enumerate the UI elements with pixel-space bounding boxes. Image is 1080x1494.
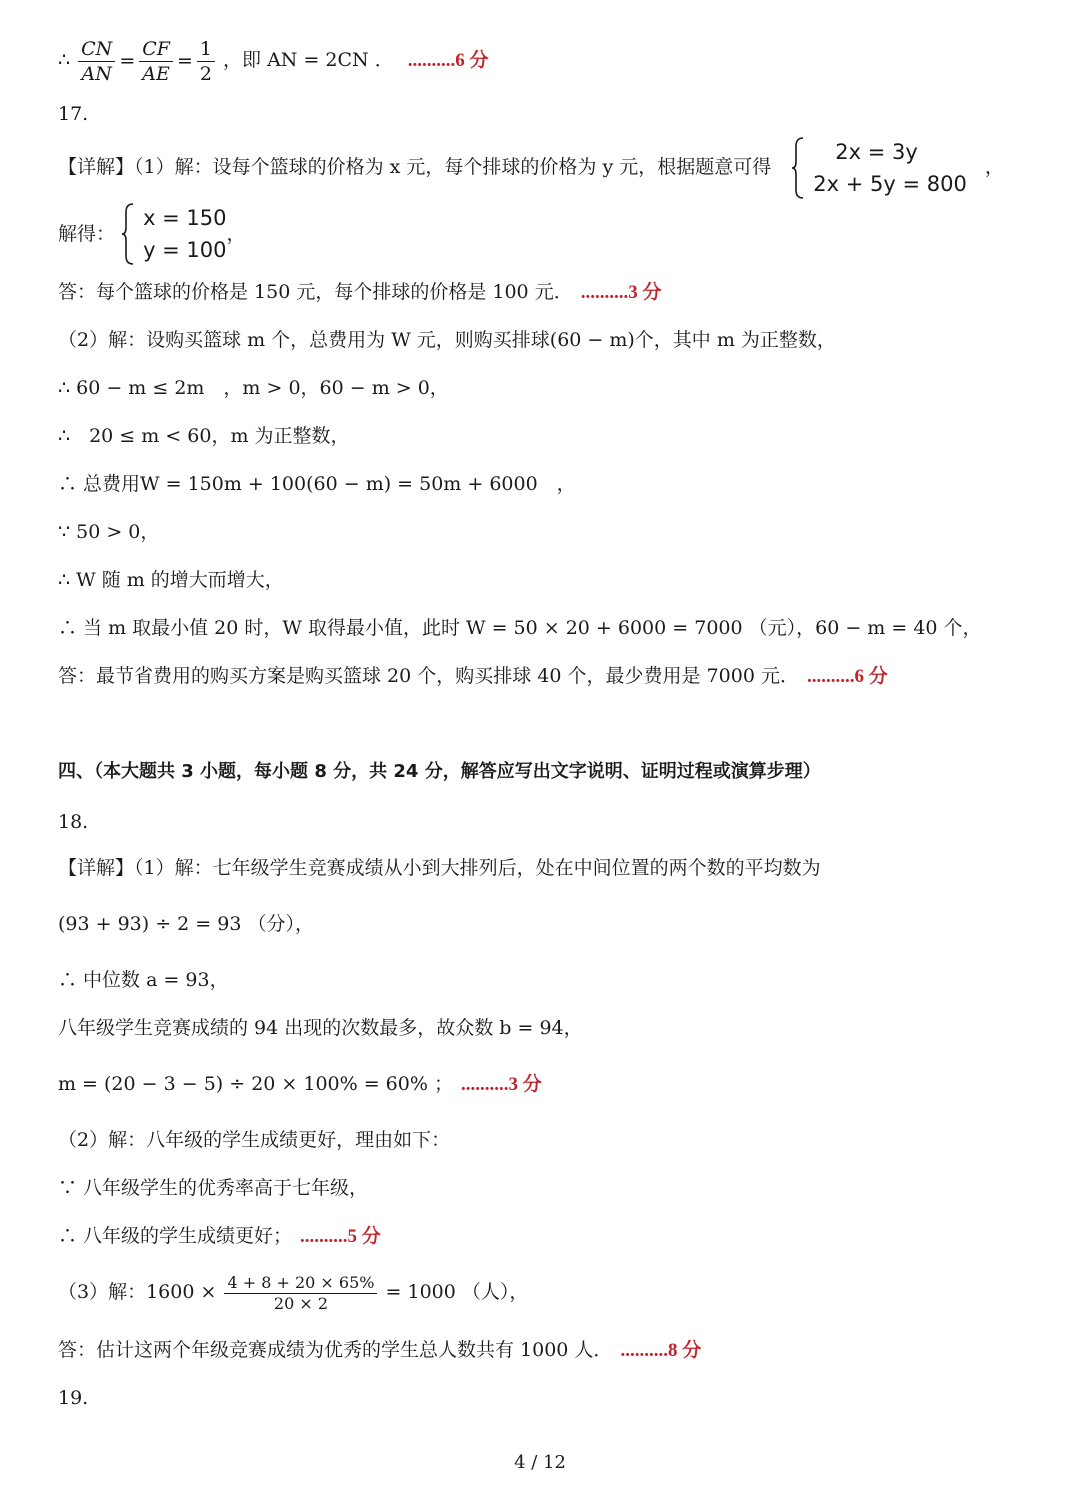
step-text: m = (20 − 3 − 5) ÷ 20 × 100% = 60% ；: [58, 1073, 453, 1095]
q17-part-2: （2）解：设购买篮球 m 个，总费用为 W 元，则购买排球(60 − m)个，其中 m 为正整数，: [58, 329, 836, 351]
numerator: CF: [139, 37, 173, 62]
tail-comma: ，: [984, 156, 1004, 178]
q17-step-1: ∴ 60 − m ≤ 2m ，m > 0，60 − m > 0，: [58, 377, 449, 399]
expr-prefix: （3）解：1600 ×: [58, 1281, 217, 1303]
fraction-cf-ae: [139, 37, 173, 86]
fraction-expression: [224, 1273, 377, 1314]
tail-comma: ，: [226, 223, 246, 245]
q18-step-1: (93 + 93) ÷ 2 = 93 （分），: [58, 913, 314, 935]
q17-step-6: ∴ 当 m 取最小值 20 时，W 取得最小值，此时 W = 50 × 20 + 6000 = 7000 （元），60 − m = 40 个，: [58, 617, 982, 639]
detail-text: （1）解：七年级学生竞赛成绩从小到大排列后，处在中间位置的两个数的平均数为: [134, 857, 821, 879]
step-text: ∴ 八年级的学生成绩更好；: [58, 1225, 293, 1247]
score-mark: ..........6 分: [806, 666, 888, 687]
score-mark: ..........6 分: [407, 50, 489, 71]
score-mark: ..........8 分: [620, 1340, 702, 1361]
equals: =: [119, 50, 136, 72]
q18-step-5: ∵ 八年级学生的优秀率高于七年级，: [58, 1177, 369, 1199]
solution-row: x = 150: [143, 206, 227, 230]
detail-text: （1）解：设每个篮球的价格为 x 元，每个排球的价格为 y 元，根据题意可得: [134, 156, 772, 178]
fraction-cn-an: [78, 37, 115, 86]
solution-system: [121, 202, 226, 266]
question-18-label: 18.: [58, 811, 89, 833]
q18-step-2: ∴ 中位数 a = 93，: [58, 969, 229, 991]
equation-system: [791, 136, 967, 200]
answer-text: 答：最节省费用的购买方案是购买篮球 20 个，购买排球 40 个，最少费用是 7000 元．: [58, 665, 799, 687]
q17-step-5: ∴ W 随 m 的增大而增大，: [58, 569, 284, 591]
numerator: 1: [197, 37, 215, 62]
numerator: 4 + 8 + 20 × 65%: [224, 1273, 377, 1294]
section-four-heading: 四、（本大题共 3 小题，每小题 8 分，共 24 分，解答应写出文字说明、证明过程或演算步理）: [58, 761, 821, 782]
detail-tag: 【详解】: [58, 156, 135, 178]
question-17-label: 17.: [58, 103, 89, 125]
q17-solution: [58, 202, 246, 266]
score-mark: ..........3 分: [580, 282, 662, 303]
q18-step-6: [58, 1222, 381, 1251]
q17-detail: [58, 136, 1004, 200]
q17-step-2: ∴ 20 ≤ m < 60，m 为正整数，: [58, 425, 350, 447]
denominator: 2: [199, 62, 212, 85]
equation-row: 2x + 5y = 800: [813, 172, 967, 196]
q18-step-3: 八年级学生竞赛成绩的 94 出现的次数最多，故众数 b = 94，: [58, 1017, 583, 1039]
brace-icon: [121, 202, 135, 266]
question-19-label: 19.: [58, 1387, 89, 1409]
fraction-line: [58, 34, 489, 87]
q17-answer-2: [58, 662, 888, 691]
solution-row: y = 100: [143, 238, 227, 262]
denominator: AE: [142, 62, 170, 85]
equals: =: [176, 50, 193, 72]
numerator: CN: [78, 37, 115, 62]
fraction-one-half: [197, 37, 215, 86]
q17-step-4: ∵ 50 > 0，: [58, 521, 160, 543]
answer-text: 答：每个篮球的价格是 150 元，每个排球的价格是 100 元．: [58, 281, 573, 303]
q18-part-3: [58, 1268, 528, 1316]
q18-part-2: （2）解：八年级的学生成绩更好，理由如下：: [58, 1129, 451, 1151]
q17-step-3: ∴ 总费用W = 150m + 100(60 − m) = 50m + 6000 ，: [58, 473, 576, 495]
q18-answer: [58, 1336, 701, 1365]
denominator: 20 × 2: [273, 1293, 329, 1313]
score-mark: ..........3 分: [460, 1074, 542, 1095]
q18-detail: [58, 854, 821, 882]
line-text: ，即 AN = 2CN ．: [223, 49, 394, 71]
therefore-symbol: ∴: [58, 49, 71, 71]
denominator: AN: [81, 62, 112, 85]
answer-text: 答：估计这两个年级竞赛成绩为优秀的学生总人数共有 1000 人．: [58, 1339, 613, 1361]
q18-step-4: [58, 1070, 542, 1099]
detail-tag: 【详解】: [58, 857, 135, 879]
score-mark: ..........5 分: [300, 1226, 381, 1247]
solve-label: 解得：: [58, 223, 116, 245]
equation-row: 2x = 3y: [835, 140, 918, 164]
page-number: 4 / 12: [514, 1452, 566, 1473]
brace-icon: [791, 136, 805, 200]
expr-suffix: = 1000 （人），: [385, 1281, 529, 1303]
q17-answer-1: [58, 278, 661, 307]
